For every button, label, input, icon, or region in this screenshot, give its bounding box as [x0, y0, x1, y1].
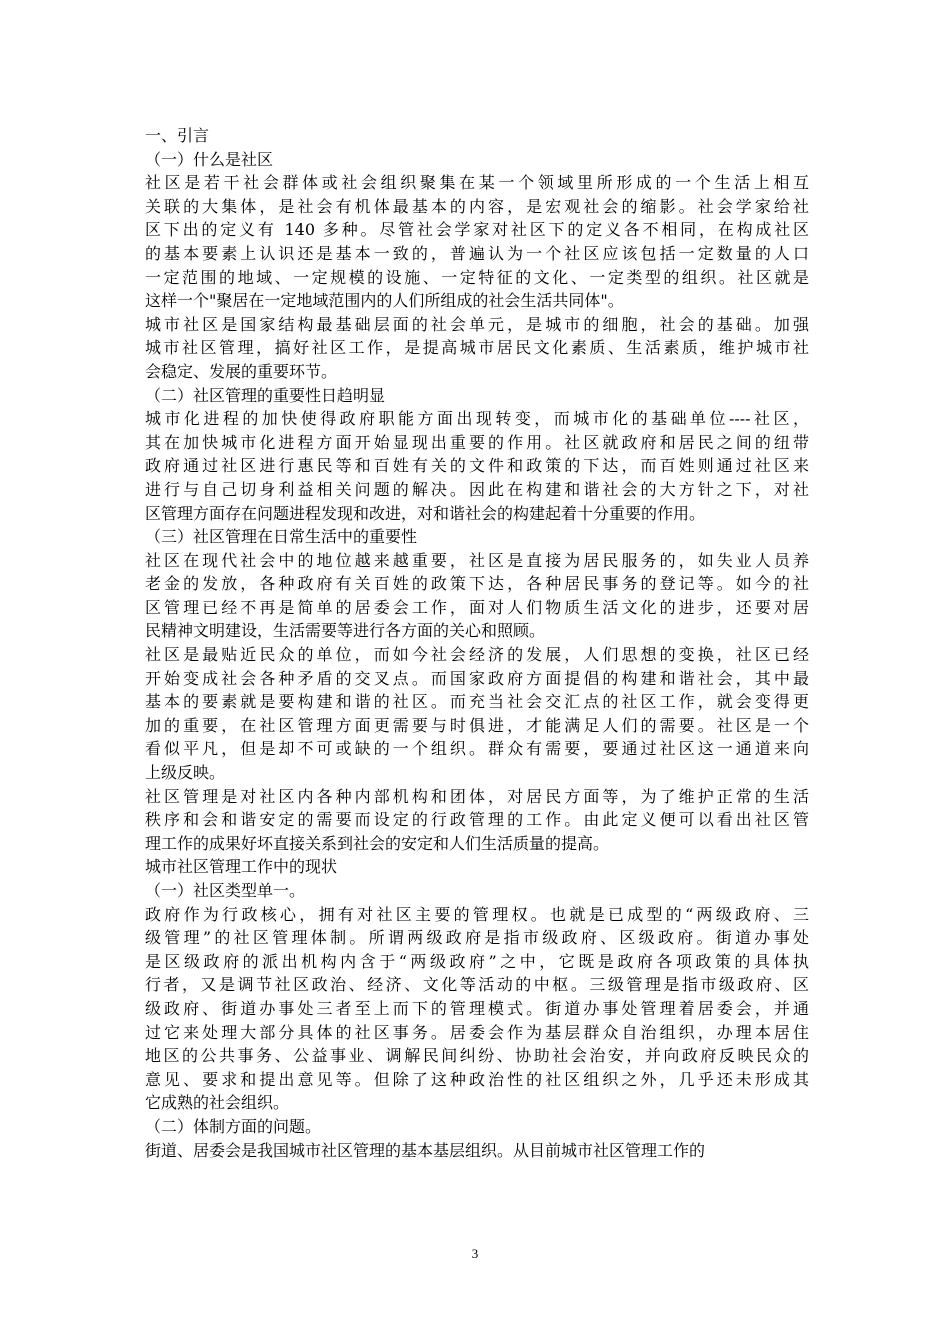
text-line: 一定范围的地域、一定规模的设施、一定特征的文化、一定类型的组织。社区就是: [145, 267, 809, 287]
text-line: 社区是若干社会群体或社会组织聚集在某一个领域里所形成的一个生活上相互: [145, 173, 809, 193]
text-line: 过它来处理大部分具体的社区事务。居委会作为基层群众自治组织，办理本居住: [145, 1022, 809, 1042]
text-line: 开始变成社会各种矛盾的交叉点。而国家政府方面提倡的构建和谐社会，其中最: [145, 668, 809, 688]
text-line: 会稳定、发展的重要环节。: [145, 361, 338, 381]
text-line: 进行与自己切身利益相关问题的解决。因此在构建和谐社会的大方针之下，对社: [145, 479, 809, 499]
text-line: （二）体制方面的问题。: [145, 1116, 322, 1136]
text-line: 城市社区管理，搞好社区工作，是提高城市居民文化素质、生活素质，维护城市社: [145, 338, 809, 358]
text-line: 政府通过社区进行惠民等和百姓有关的文件和政策的下达，而百姓则通过社区来: [145, 456, 809, 476]
text-line: 区下出的定义有 140 多种。尽管社会学家对社区下的定义各不相同，在构成社区: [145, 220, 809, 240]
text-line: 的基本要素上认识还是基本一致的，普遍认为一个社区应该包括一定数量的人口: [145, 243, 809, 263]
document-body: [145, 124, 809, 1162]
text-line: 城市社区是国家结构最基础层面的社会单元，是城市的细胞，社会的基础。加强: [145, 314, 809, 334]
text-line: 加的重要，在社区管理方面更需要与时俱进，才能满足人们的需要。社区是一个: [145, 715, 809, 735]
text-line: 关联的大集体，是社会有机体最基本的内容，是宏观社会的缩影。社会学家给社: [145, 196, 809, 216]
text-line: 社区是最贴近民众的单位，而如今社会经济的发展，人们思想的变换，社区已经: [145, 645, 809, 665]
text-line: 城市社区管理工作中的现状: [145, 857, 338, 877]
page-number: 3: [471, 1246, 479, 1261]
text-line: 理工作的成果好坏直接关系到社会的安定和人们生活质量的提高。: [145, 833, 610, 853]
text-line: （一）什么是社区: [145, 149, 274, 169]
text-line: 区管理已经不再是简单的居委会工作，面对人们物质生活文化的进步，还要对居: [145, 597, 809, 617]
text-line: 行者，又是调节社区政治、经济、文化等活动的中枢。三级管理是指市级政府、区: [145, 975, 809, 995]
text-line: 城市化进程的加快使得政府职能方面出现转变，而城市化的基础单位----社区，: [145, 409, 809, 429]
text-line: 街道、居委会是我国城市社区管理的基本基层组织。从目前城市社区管理工作的: [145, 1140, 706, 1160]
text-line: 这样一个"聚居在一定地域范围内的人们所组成的社会生活共同体"。: [145, 291, 624, 311]
text-line: 意见、要求和提出意见等。但除了这种政治性的社区组织之外，几乎还未形成其: [145, 1069, 809, 1089]
text-line: 一、引言: [145, 126, 210, 145]
text-line: 其在加快城市化进程方面开始显现出重要的作用。社区就政府和居民之间的纽带: [145, 432, 809, 452]
text-line: （二）社区管理的重要性日趋明显: [145, 385, 386, 405]
text-line: 政府作为行政核心，拥有对社区主要的管理权。也就是已成型的“两级政府、三: [145, 904, 809, 924]
text-line: 级政府、街道办事处三者至上而下的管理模式。街道办事处管理着居委会，并通: [145, 998, 809, 1018]
text-line: 地区的公共事务、公益事业、调解民间纠纷、协助社会治安，并向政府反映民众的: [145, 1046, 809, 1066]
text-line: 民精神文明建设，生活需要等进行各方面的关心和照顾。: [145, 621, 546, 641]
text-line: 区管理方面存在问题进程发现和改进，对和谐社会的构建起着十分重要的作用。: [145, 503, 706, 523]
text-line: 秩序和会和谐安定的需要而设定的行政管理的工作。由此定义便可以看出社区管: [145, 810, 809, 830]
text-line: 是区级政府的派出机构内含于“两级政府”之中，它既是政府各项政策的具体执: [145, 951, 809, 971]
text-line: （三）社区管理在日常生活中的重要性: [145, 527, 418, 547]
text-line: 看似平凡，但是却不可或缺的一个组织。群众有需要，要通过社区这一通道来向: [145, 739, 809, 759]
text-line: 社区在现代社会中的地位越来越重要，社区是直接为居民服务的，如失业人员养: [145, 550, 809, 570]
text-line: 级管理”的社区管理体制。所谓两级政府是指市级政府、区级政府。街道办事处: [145, 928, 809, 948]
text-line: （一）社区类型单一。: [145, 881, 306, 900]
text-line: 基本的要素就是要构建和谐的社区。而充当社会交汇点的社区工作，就会变得更: [145, 692, 809, 712]
text-line: 社区管理是对社区内各种内部机构和团体，对居民方面等，为了维护正常的生活: [145, 786, 809, 806]
text-line: 上级反映。: [145, 763, 226, 783]
text-line: 它成熟的社会组织。: [145, 1093, 290, 1113]
text-line: 老金的发放，各种政府有关百姓的政策下达，各种居民事务的登记等。如今的社: [145, 574, 809, 594]
